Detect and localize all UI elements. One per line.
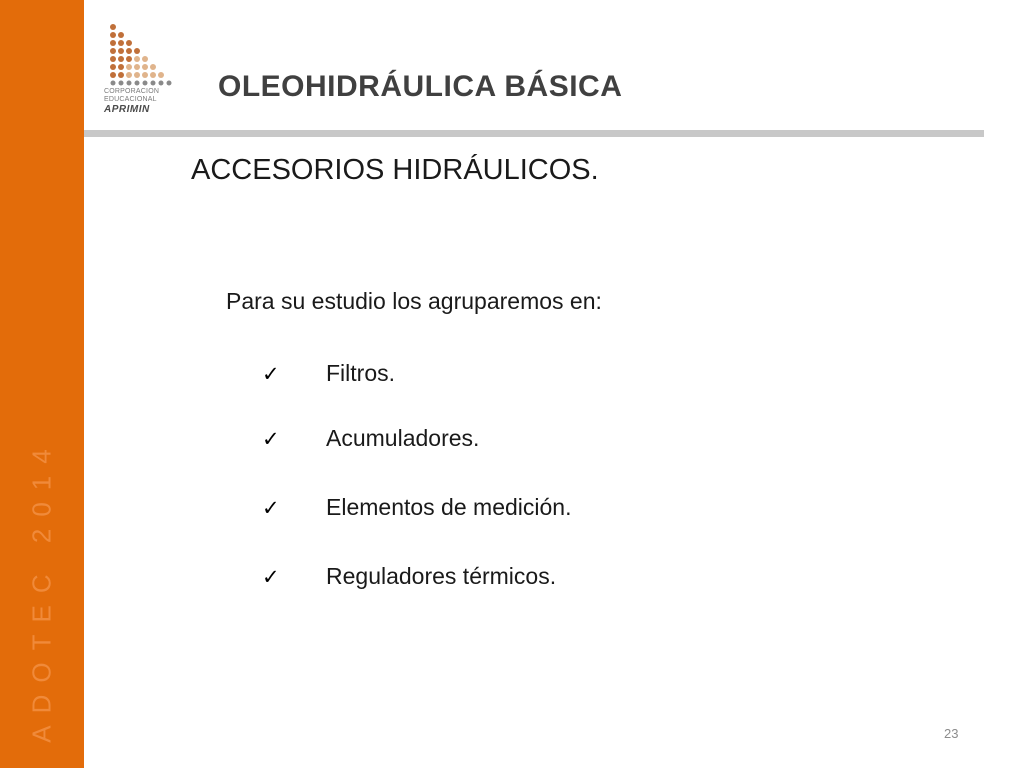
- title-divider: [84, 130, 984, 137]
- list-item: [262, 563, 556, 590]
- list-item: [262, 360, 395, 387]
- page-number: 23: [944, 726, 959, 741]
- check-icon: ✓: [262, 565, 280, 589]
- logo-dots-icon: [104, 22, 178, 86]
- list-item-label: Acumuladores.: [326, 425, 480, 451]
- aprimin-logo: [104, 22, 178, 120]
- sidebar-bar: [0, 0, 84, 768]
- intro-text: Para su estudio los agruparemos en:: [226, 288, 602, 314]
- slide-subtitle: ACCESORIOS HIDRÁULICOS.: [191, 154, 599, 186]
- list-item-label: Elementos de medición.: [326, 494, 572, 520]
- check-icon: ✓: [262, 427, 280, 451]
- sidebar-vertical-text: ADOTEC 2014: [26, 437, 57, 743]
- logo-text-line2: EDUCACIONAL: [104, 96, 157, 103]
- page-title: OLEOHIDRÁULICA BÁSICA: [218, 70, 623, 103]
- list-item: [262, 494, 571, 521]
- logo-text-brand: APRIMIN: [104, 104, 150, 115]
- check-icon: ✓: [262, 362, 280, 386]
- list-item-label: Filtros.: [326, 360, 395, 386]
- logo-text-line1: CORPORACION: [104, 88, 160, 95]
- check-icon: ✓: [262, 496, 280, 520]
- list-item-label: Reguladores térmicos.: [326, 563, 557, 589]
- list-item: [262, 425, 479, 452]
